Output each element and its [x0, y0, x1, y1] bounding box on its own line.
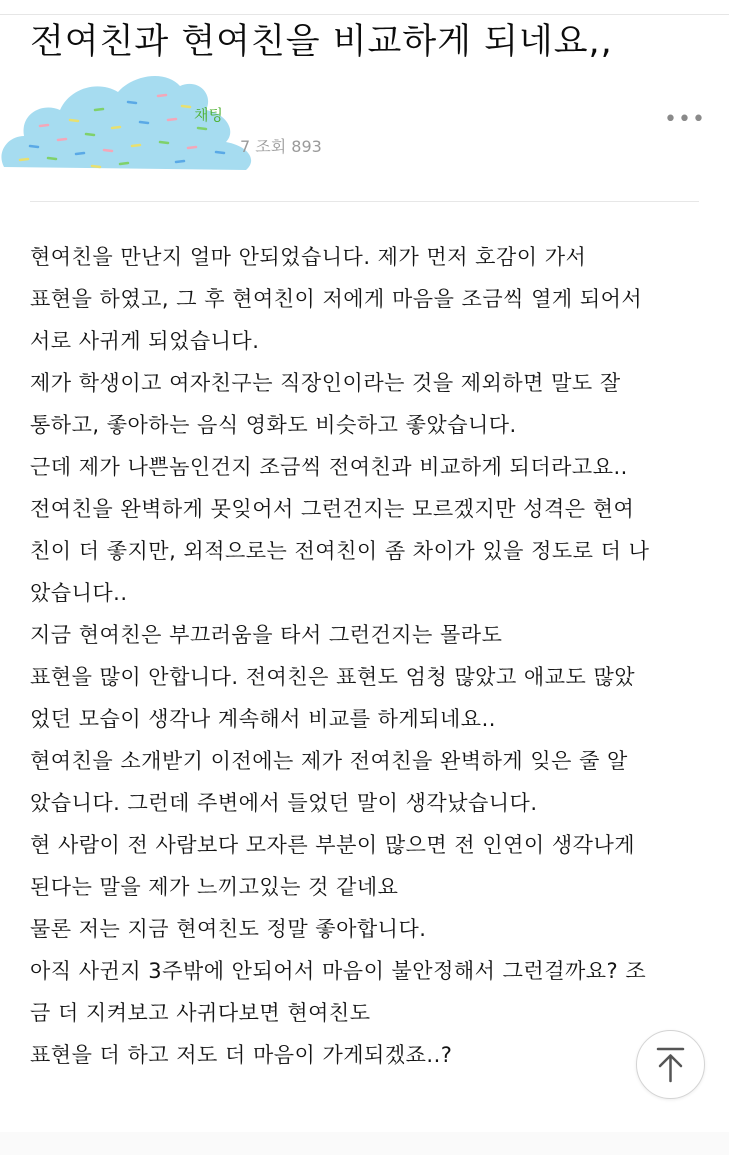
body-line: 표현을 더 하고 저도 더 마음이 가게되겠죠..? [30, 1043, 453, 1067]
body-line: 금 더 지켜보고 사귀다보면 현여친도 [30, 1001, 371, 1025]
body-line: 었던 모습이 생각나 계속해서 비교를 하게되네요.. [30, 707, 496, 731]
body-line: 제가 학생이고 여자친구는 직장인이라는 것을 제외하면 말도 잘 [30, 371, 621, 395]
more-options-icon[interactable]: ••• [664, 107, 706, 132]
body-line: 통하고, 좋아하는 음식 영화도 비슷하고 좋았습니다. [30, 413, 517, 437]
body-line: 전여친을 완벽하게 못잊어서 그런건지는 모르겠지만 성격은 현여 [30, 497, 635, 521]
body-line: 서로 사귀게 되었습니다. [30, 329, 260, 353]
post-body [30, 236, 710, 1076]
body-line: 아직 사귄지 3주밖에 안되어서 마음이 불안정해서 그런걸까요? 조 [30, 959, 647, 983]
bottom-edge [0, 1132, 729, 1155]
body-line: 지금 현여친은 부끄러움을 타서 그런건지는 몰라도 [30, 623, 503, 647]
body-line: 근데 제가 나쁜놈인건지 조금씩 전여친과 비교하게 되더라고요.. [30, 455, 628, 479]
scroll-to-top-button[interactable] [636, 1030, 705, 1099]
post-meta: 7 조회 893 [240, 137, 322, 156]
board-tag[interactable]: 채팅 [194, 106, 223, 124]
arrow-up-icon [637, 1031, 704, 1098]
post-header [0, 70, 729, 190]
body-line: 표현을 많이 안합니다. 전여친은 표현도 엄청 많았고 애교도 많았 [30, 665, 636, 689]
body-line: 았습니다. 그런데 주변에서 들었던 말이 생각났습니다. [30, 791, 538, 815]
body-line: 친이 더 좋지만, 외적으로는 전여친이 좀 차이가 있을 정도로 더 나 [30, 539, 650, 563]
top-divider [0, 14, 729, 15]
header-divider [30, 201, 699, 202]
body-line: 현여친을 만난지 얼마 안되었습니다. 제가 먼저 호감이 가서 [30, 245, 587, 269]
body-line: 현 사람이 전 사람보다 모자른 부분이 많으면 전 인연이 생각나게 [30, 833, 636, 857]
body-line: 았습니다.. [30, 581, 128, 605]
body-line: 물론 저는 지금 현여친도 정말 좋아합니다. [30, 917, 427, 941]
post-title: 전여친과 현여친을 비교하게 되네요,, [30, 22, 613, 62]
body-line: 현여친을 소개받기 이전에는 제가 전여친을 완벽하게 잊은 줄 알 [30, 749, 628, 773]
body-line: 된다는 말을 제가 느끼고있는 것 같네요 [30, 875, 399, 899]
body-line: 표현을 하였고, 그 후 현여친이 저에게 마음을 조금씩 열게 되어서 [30, 287, 643, 311]
